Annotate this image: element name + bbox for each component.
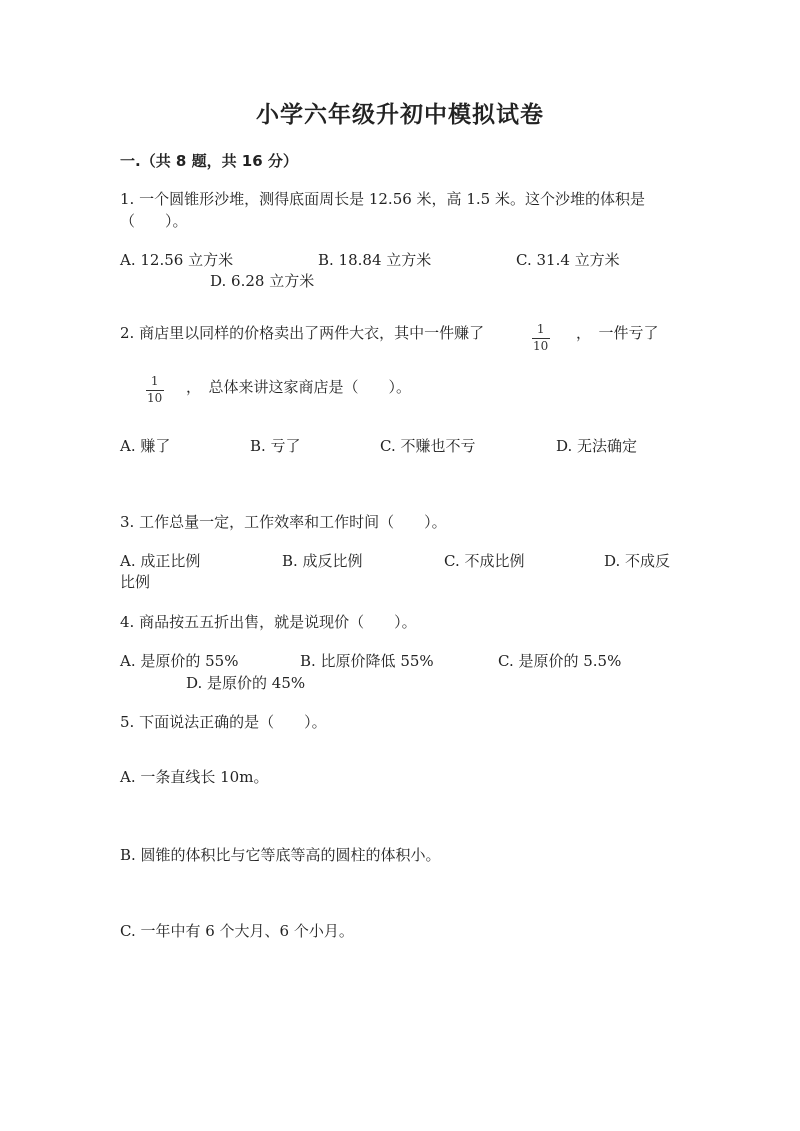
question-3-option-d: D. 不成反 xyxy=(604,552,671,570)
question-2-option-d: D. 无法确定 xyxy=(556,437,638,455)
question-1-option-a: A. 12.56 立方米 xyxy=(120,251,234,269)
question-2-text-part3: ， 总体来讲这家商店是（ ）。 xyxy=(186,378,412,396)
fraction-one-tenth xyxy=(530,318,551,354)
question-3-option-b: B. 成反比例 xyxy=(282,552,363,570)
fraction-numerator: 1 xyxy=(150,374,159,388)
question-3-option-c: C. 不成比例 xyxy=(444,552,525,570)
question-2-option-a: A. 赚了 xyxy=(120,437,171,455)
question-1-option-b: B. 18.84 立方米 xyxy=(318,251,432,269)
question-4-option-b: B. 比原价降低 55% xyxy=(300,652,434,670)
question-1-blank: （ ）。 xyxy=(120,212,188,230)
question-1-option-d: D. 6.28 立方米 xyxy=(210,272,315,290)
question-3-text: 3. 工作总量一定，工作效率和工作时间（ ）。 xyxy=(120,513,447,531)
question-2-text-part1: 2. 商店里以同样的价格卖出了两件大衣，其中一件赚了 xyxy=(120,324,485,342)
question-4-option-c: C. 是原价的 5.5% xyxy=(498,652,622,670)
question-2-text-part2: ， 一件亏了 xyxy=(576,324,659,342)
question-3-option-d-wrap: 比例 xyxy=(120,573,151,591)
question-5-text: 5. 下面说法正确的是（ ）。 xyxy=(120,713,327,731)
question-4-option-d: D. 是原价的 45% xyxy=(186,674,306,692)
fraction-denominator: 10 xyxy=(147,390,163,405)
question-4-text: 4. 商品按五五折出售，就是说现价（ ）。 xyxy=(120,613,417,631)
question-5-option-a: A. 一条直线长 10m。 xyxy=(120,768,269,786)
question-3-option-a: A. 成正比例 xyxy=(120,552,201,570)
question-1-text: 1. 一个圆锥形沙堆，测得底面周长是 12.56 米，高 1.5 米。这个沙堆的体积是 xyxy=(120,190,645,208)
section-heading: 一.（共 8 题，共 16 分） xyxy=(120,152,298,170)
fraction-numerator: 1 xyxy=(536,322,545,336)
fraction-denominator: 10 xyxy=(533,338,549,353)
fraction-one-tenth-2 xyxy=(144,370,165,406)
page-title: 小学六年级升初中模拟试卷 xyxy=(256,102,544,128)
question-2-option-c: C. 不赚也不亏 xyxy=(380,437,476,455)
question-5-option-c: C. 一年中有 6 个大月、6 个小月。 xyxy=(120,922,354,940)
question-2-option-b: B. 亏了 xyxy=(250,437,301,455)
question-4-option-a: A. 是原价的 55% xyxy=(120,652,239,670)
question-1-option-c: C. 31.4 立方米 xyxy=(516,251,620,269)
question-5-option-b: B. 圆锥的体积比与它等底等高的圆柱的体积小。 xyxy=(120,846,441,864)
